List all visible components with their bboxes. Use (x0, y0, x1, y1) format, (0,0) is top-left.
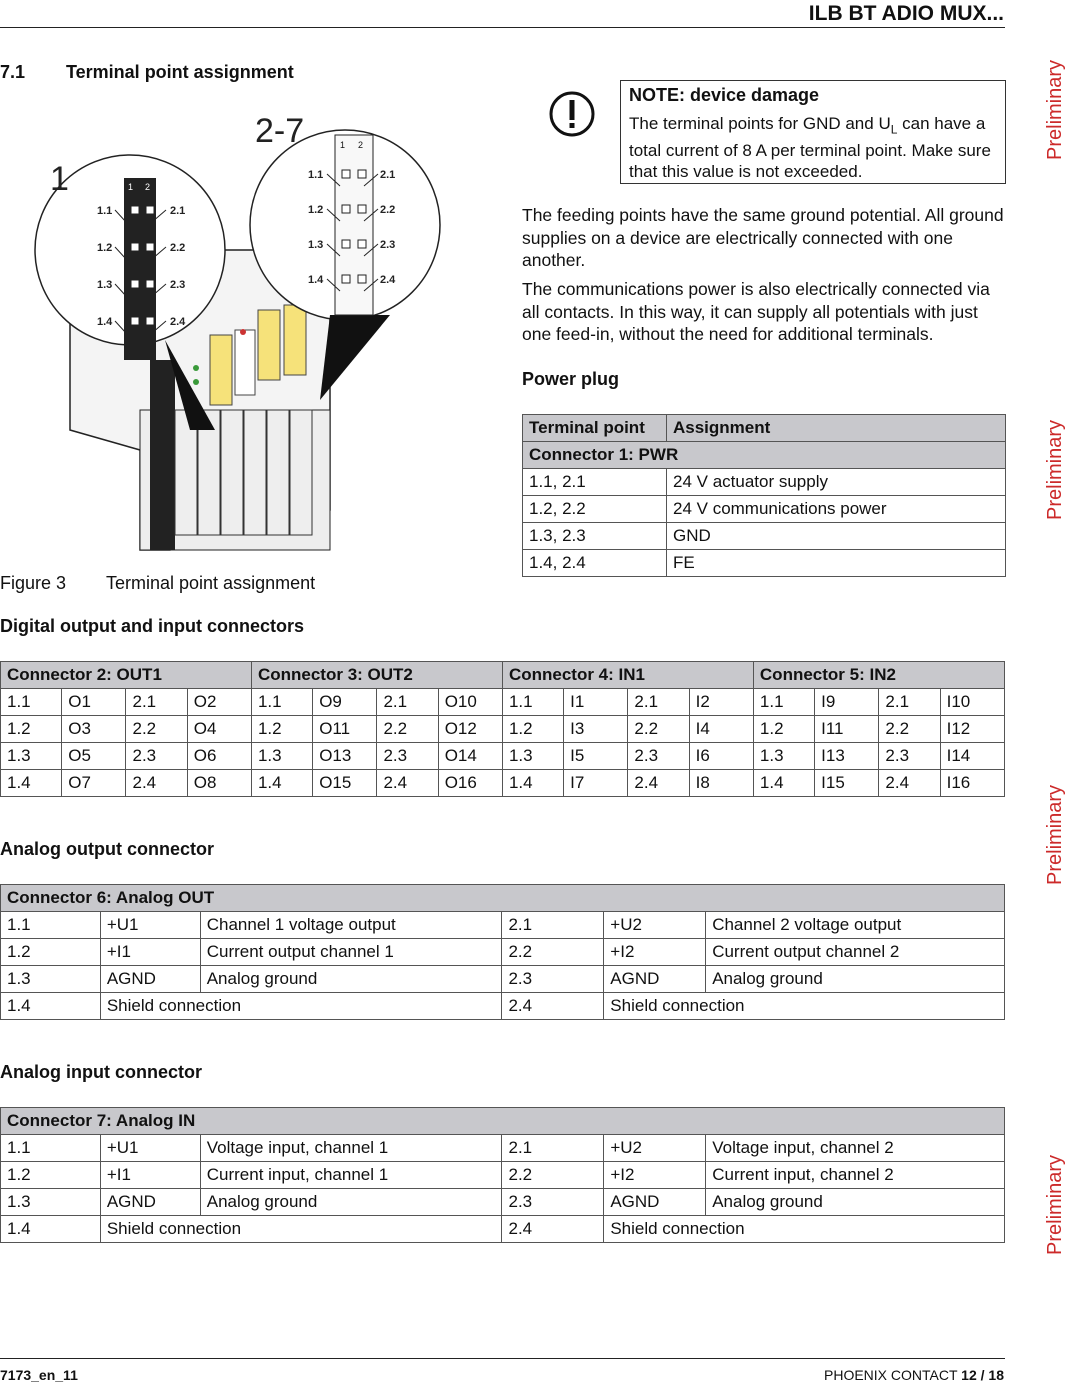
connector-7-label: Connector 7: Analog IN (1, 1108, 1005, 1135)
table-cell: Shield connection (604, 993, 1005, 1020)
footer-rule (0, 1358, 1005, 1359)
table-cell: 2.2 (377, 716, 438, 743)
table-cell: 1.1 (753, 689, 814, 716)
zoom-2-header-2: 2 (358, 140, 364, 150)
table-cell: O7 (62, 770, 126, 797)
figure-label-2-7: 2-7 (255, 112, 305, 150)
table-cell: 1.1 (1, 1135, 101, 1162)
table-cell: 1.1 (1, 912, 101, 939)
table-cell: I2 (689, 689, 753, 716)
table-cell: O1 (62, 689, 126, 716)
preliminary-mark-2: Preliminary (1044, 419, 1066, 521)
table-cell: O3 (62, 716, 126, 743)
table-row (1, 993, 1005, 1020)
table-cell: 2.4 (502, 1216, 604, 1243)
pin-label-2-right-2: 2.2 (380, 204, 396, 216)
section-title: Terminal point assignment (66, 62, 294, 82)
table-cell: 2.3 (126, 743, 187, 770)
table-cell: Shield connection (604, 1216, 1005, 1243)
pin-label-1-right-3: 2.3 (170, 279, 186, 291)
table-cell: +I1 (100, 1162, 200, 1189)
device-illustration (0, 100, 500, 560)
table-cell: GND (667, 523, 1006, 550)
note-title: NOTE: device damage (629, 85, 820, 105)
table-cell: 1.2 (502, 716, 563, 743)
table-row (1, 912, 1005, 939)
table-cell: O13 (313, 743, 377, 770)
table-cell: 2.1 (628, 689, 689, 716)
table-cell: Channel 1 voltage output (200, 912, 502, 939)
table-cell: 1.1 (251, 689, 312, 716)
figure-caption-number: Figure 3 (0, 573, 67, 593)
table-row (1, 1135, 1005, 1162)
pin-label-2-right-3: 2.3 (380, 239, 396, 251)
table-cell: Voltage input, channel 2 (706, 1135, 1005, 1162)
table-cell: Shield connection (100, 993, 502, 1020)
table-cell: 1.4 (1, 993, 101, 1020)
table-cell: AGND (100, 1189, 200, 1216)
table-cell: 1.1 (502, 689, 563, 716)
table-cell: Analog ground (200, 1189, 502, 1216)
analog-out-table (0, 884, 1005, 1020)
table-cell: 1.1, 2.1 (523, 469, 667, 496)
table-cell: O11 (313, 716, 377, 743)
table-cell: 2.4 (502, 993, 604, 1020)
table-cell: O10 (438, 689, 502, 716)
table-row (1, 1189, 1005, 1216)
preliminary-mark-1: Preliminary (1044, 59, 1066, 161)
table-cell: 1.1 (1, 689, 62, 716)
table-cell: 1.2 (1, 939, 101, 966)
terminal-square (358, 205, 366, 213)
paragraph-comm-power: The communications power is also electrically connected via all contacts. In this way, it can supply all potentials with just one feed-in, without the need for additional terminals. (522, 279, 990, 344)
table-cell: I13 (815, 743, 879, 770)
table-cell: 1.3 (753, 743, 814, 770)
document-id: 7173_en_11 (0, 1367, 78, 1383)
table-cell: Shield connection (100, 1216, 502, 1243)
terminal-square (146, 243, 154, 251)
table-cell: +U1 (100, 1135, 200, 1162)
table-cell: I16 (940, 770, 1004, 797)
table-cell: 2.1 (879, 689, 940, 716)
table-row (1, 966, 1005, 993)
pin-label-1-left-4: 1.4 (97, 316, 113, 328)
table-cell: Current input, channel 1 (200, 1162, 502, 1189)
table-row (523, 496, 1006, 523)
table-cell: 24 V actuator supply (667, 469, 1006, 496)
pin-label-1-right-2: 2.2 (170, 242, 186, 254)
connector-3-label: Connector 3: OUT2 (251, 662, 502, 689)
table-cell: I4 (689, 716, 753, 743)
table-cell: O14 (438, 743, 502, 770)
table-cell: Analog ground (200, 966, 502, 993)
table-cell: 1.3 (251, 743, 312, 770)
table-cell: 2.2 (126, 716, 187, 743)
table-cell: O12 (438, 716, 502, 743)
power-plug-heading: Power plug (522, 369, 620, 389)
terminal-square (131, 317, 139, 325)
table-cell: O6 (187, 743, 251, 770)
note-text: The terminal points for GND and $U_L$ can have a total current of 8 A per terminal point. Make sure that this value is not exceeded. (629, 114, 991, 182)
table-cell: 1.4 (502, 770, 563, 797)
connector-1-label: Connector 1: PWR (523, 442, 1006, 469)
table-cell: 24 V communications power (667, 496, 1006, 523)
table-cell: Channel 2 voltage output (706, 912, 1005, 939)
table-cell: 1.4 (1, 770, 62, 797)
table-cell: Analog ground (706, 1189, 1005, 1216)
table-cell: I1 (564, 689, 628, 716)
table-cell: 2.3 (377, 743, 438, 770)
header-rule (0, 27, 1005, 28)
table-cell: O9 (313, 689, 377, 716)
figure-label-1: 1 (50, 160, 69, 198)
connector-5-label: Connector 5: IN2 (753, 662, 1004, 689)
preliminary-mark-4: Preliminary (1044, 1154, 1066, 1256)
table-cell: 1.4 (753, 770, 814, 797)
table-cell: I10 (940, 689, 1004, 716)
table-cell: Analog ground (706, 966, 1005, 993)
table-row (1, 770, 1005, 797)
pin-label-2-left-1: 1.1 (308, 169, 324, 181)
table-cell: I11 (815, 716, 879, 743)
terminal-square (146, 206, 154, 214)
table-cell: I8 (689, 770, 753, 797)
table-cell: 1.3 (502, 743, 563, 770)
table-cell: O2 (187, 689, 251, 716)
paragraph-ground: The feeding points have the same ground potential. All ground supplies on a device are electrically connected with one another. (522, 205, 1004, 270)
table-cell: I14 (940, 743, 1004, 770)
digital-table (0, 661, 1005, 797)
table-row (1, 1162, 1005, 1189)
terminal-square (358, 275, 366, 283)
pin-label-1-left-1: 1.1 (97, 205, 113, 217)
table-cell: +I1 (100, 939, 200, 966)
section-number: 7.1 (0, 62, 26, 82)
connector-6-label: Connector 6: Analog OUT (1, 885, 1005, 912)
table-cell: 1.3 (1, 743, 62, 770)
analog-out-heading: Analog output connector (0, 839, 214, 859)
table-cell: O4 (187, 716, 251, 743)
table-row (523, 469, 1006, 496)
digital-heading: Digital output and input connectors (0, 616, 304, 636)
terminal-figure (0, 100, 500, 560)
table-cell: FE (667, 550, 1006, 577)
table-cell: 2.1 (502, 912, 604, 939)
pin-label-2-right-4: 2.4 (380, 274, 396, 286)
table-row (1, 689, 1005, 716)
terminal-square (342, 205, 350, 213)
table-row (1, 716, 1005, 743)
terminal-square (146, 280, 154, 288)
table-cell: 1.2 (753, 716, 814, 743)
table-cell: 1.2 (1, 1162, 101, 1189)
table-cell: AGND (604, 1189, 706, 1216)
zoom-2-header-1: 1 (340, 140, 346, 150)
table-cell: 2.2 (628, 716, 689, 743)
table-cell: O5 (62, 743, 126, 770)
table-row (1, 1216, 1005, 1243)
table-cell: Current output channel 2 (706, 939, 1005, 966)
col-assignment: Assignment (667, 415, 1006, 442)
table-cell: I6 (689, 743, 753, 770)
table-cell: +I2 (604, 1162, 706, 1189)
table-cell: 2.4 (628, 770, 689, 797)
table-cell: 2.1 (502, 1135, 604, 1162)
table-cell: 2.2 (879, 716, 940, 743)
table-cell: 2.3 (502, 966, 604, 993)
table-cell: +U1 (100, 912, 200, 939)
table-cell: I12 (940, 716, 1004, 743)
analog-in-heading: Analog input connector (0, 1062, 202, 1082)
table-cell: 1.3 (1, 1189, 101, 1216)
table-cell: +I2 (604, 939, 706, 966)
power-plug-table (522, 414, 1006, 577)
table-cell: 2.3 (502, 1189, 604, 1216)
table-cell: +U2 (604, 912, 706, 939)
pin-label-1-right-4: 2.4 (170, 316, 186, 328)
table-cell: Voltage input, channel 1 (200, 1135, 502, 1162)
table-cell: 2.4 (879, 770, 940, 797)
table-cell: AGND (100, 966, 200, 993)
pin-label-2-left-2: 1.2 (308, 204, 324, 216)
warning-icon (548, 90, 596, 138)
table-cell: O15 (313, 770, 377, 797)
terminal-square (342, 240, 350, 248)
table-cell: 1.4 (251, 770, 312, 797)
zoom-1-header-1: 1 (128, 182, 134, 192)
terminal-square (342, 170, 350, 178)
terminal-square (131, 243, 139, 251)
table-cell: 1.2, 2.2 (523, 496, 667, 523)
table-cell: I9 (815, 689, 879, 716)
table-cell: 1.4, 2.4 (523, 550, 667, 577)
figure-caption-text: Terminal point assignment (106, 573, 316, 593)
table-cell: 2.1 (126, 689, 187, 716)
table-cell: I15 (815, 770, 879, 797)
terminal-square (358, 240, 366, 248)
pin-label-1-right-1: 2.1 (170, 205, 186, 217)
table-cell: I3 (564, 716, 628, 743)
pin-label-2-left-3: 1.3 (308, 239, 324, 251)
footer-page-info: PHOENIX CONTACT 12 / 18 (824, 1367, 1004, 1383)
connector-4-label: Connector 4: IN1 (502, 662, 753, 689)
table-cell: 1.2 (251, 716, 312, 743)
table-cell: Current output channel 1 (200, 939, 502, 966)
note-box (620, 80, 1006, 184)
terminal-square (131, 280, 139, 288)
table-row (523, 523, 1006, 550)
table-row (523, 550, 1006, 577)
terminal-square (131, 206, 139, 214)
table-cell: O16 (438, 770, 502, 797)
table-cell: 2.3 (879, 743, 940, 770)
table-cell: 1.3, 2.3 (523, 523, 667, 550)
pin-label-2-right-1: 2.1 (380, 169, 396, 181)
table-cell: 1.3 (1, 966, 101, 993)
table-cell: 1.2 (1, 716, 62, 743)
table-cell: 1.4 (1, 1216, 101, 1243)
table-cell: AGND (604, 966, 706, 993)
table-cell: 2.2 (502, 1162, 604, 1189)
terminal-square (342, 275, 350, 283)
table-cell: +U2 (604, 1135, 706, 1162)
pin-label-2-left-4: 1.4 (308, 274, 324, 286)
terminal-square (358, 170, 366, 178)
table-cell: 2.4 (126, 770, 187, 797)
zoom-1-header-2: 2 (145, 182, 151, 192)
connector-2-label: Connector 2: OUT1 (1, 662, 252, 689)
table-cell: 2.1 (377, 689, 438, 716)
document-title: ILB BT ADIO MUX... (808, 2, 1004, 25)
table-row (1, 939, 1005, 966)
table-cell: I7 (564, 770, 628, 797)
table-cell: 2.3 (628, 743, 689, 770)
preliminary-mark-3: Preliminary (1044, 784, 1066, 886)
table-cell: 2.2 (502, 939, 604, 966)
table-cell: 2.4 (377, 770, 438, 797)
col-terminal-point: Terminal point (523, 415, 667, 442)
table-cell: O8 (187, 770, 251, 797)
table-cell: Current input, channel 2 (706, 1162, 1005, 1189)
pin-label-1-left-2: 1.2 (97, 242, 113, 254)
table-cell: I5 (564, 743, 628, 770)
analog-in-table (0, 1107, 1005, 1243)
terminal-square (146, 317, 154, 325)
table-row (1, 743, 1005, 770)
pin-label-1-left-3: 1.3 (97, 279, 113, 291)
